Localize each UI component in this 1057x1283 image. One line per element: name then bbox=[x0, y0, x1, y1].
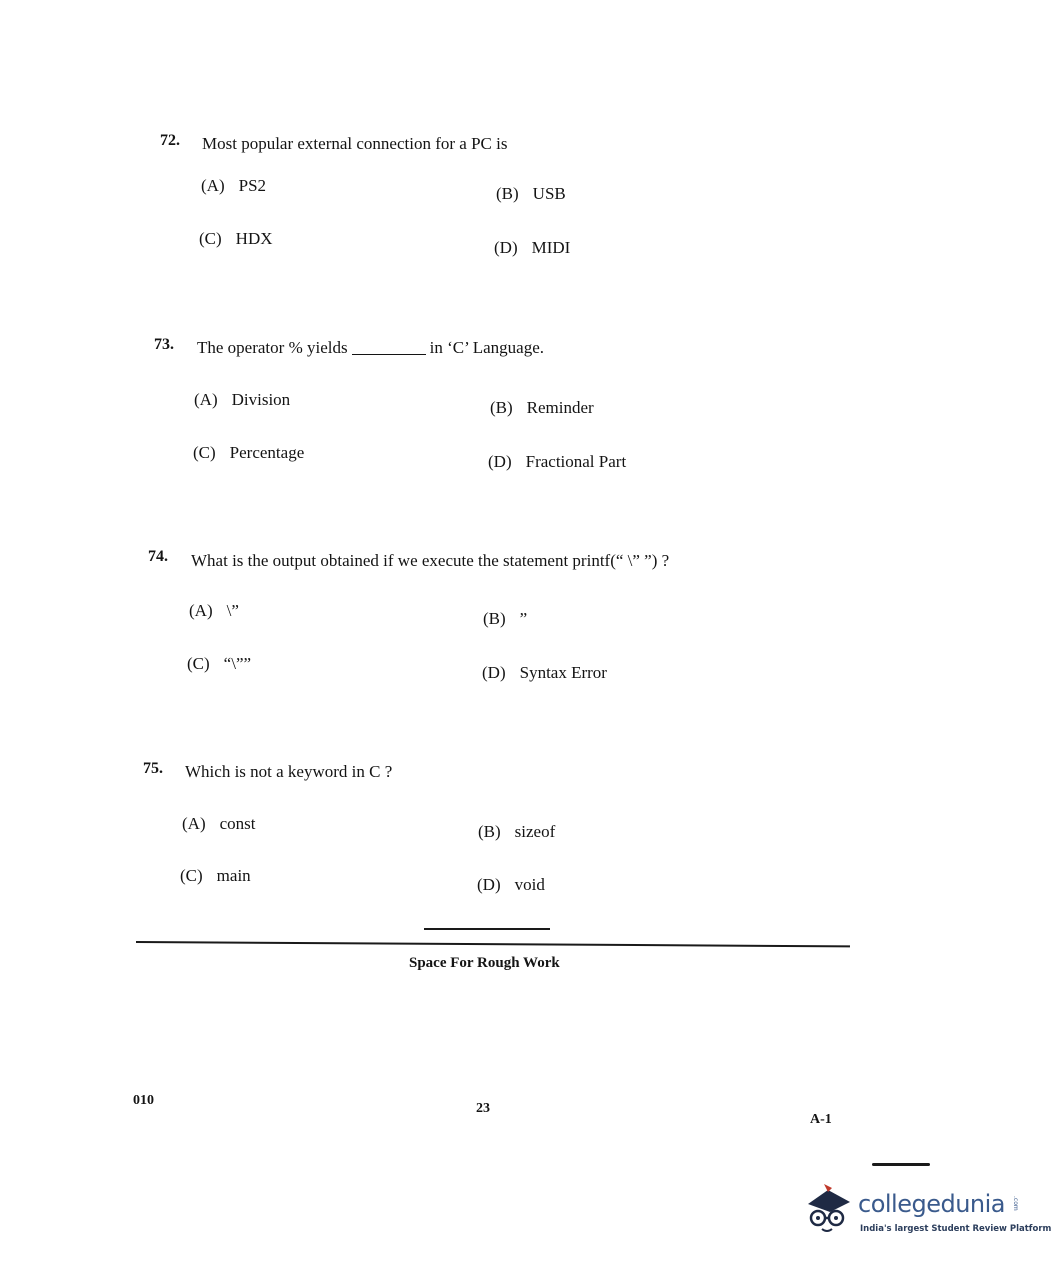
option-label: (D) bbox=[494, 238, 518, 257]
question-text: Which is not a keyword in C ? bbox=[185, 762, 393, 781]
question-text-after: in ‘C’ Language. bbox=[429, 338, 544, 357]
option-label: (C) bbox=[199, 229, 222, 248]
option-label: (B) bbox=[490, 398, 513, 417]
question-text-before: The operator % yields bbox=[197, 338, 348, 357]
option-label: (A) bbox=[189, 601, 213, 620]
option-c bbox=[193, 443, 304, 463]
scan-mark bbox=[872, 1163, 930, 1166]
option-label: (A) bbox=[194, 390, 218, 409]
option-text: Reminder bbox=[526, 398, 594, 417]
option-text: void bbox=[514, 875, 545, 894]
option-d bbox=[477, 875, 545, 895]
option-text: Syntax Error bbox=[519, 663, 607, 682]
option-text: MIDI bbox=[531, 238, 571, 257]
option-text: PS2 bbox=[238, 176, 267, 195]
end-marker-line bbox=[424, 928, 550, 930]
option-text: const bbox=[219, 814, 256, 833]
divider-line bbox=[136, 941, 850, 947]
option-label: (D) bbox=[477, 875, 501, 894]
option-label: (A) bbox=[201, 176, 225, 195]
question-text: What is the output obtained if we execute the statement printf(“ \” ”) ? bbox=[191, 551, 670, 570]
option-text: main bbox=[216, 866, 251, 885]
option-label: (D) bbox=[488, 452, 512, 471]
option-label: (C) bbox=[180, 866, 203, 885]
option-d bbox=[494, 238, 570, 258]
question-text bbox=[197, 338, 544, 358]
question-number: 73. bbox=[154, 336, 174, 353]
logo-tagline: India's largest Student Review Platform bbox=[860, 1224, 1052, 1234]
paper-code: 010 bbox=[133, 1093, 154, 1108]
option-b bbox=[478, 822, 555, 842]
question-number: 72. bbox=[160, 132, 180, 149]
collegedunia-logo bbox=[800, 1180, 1052, 1240]
series-label: A-1 bbox=[810, 1112, 832, 1127]
logo-domain: .com bbox=[1012, 1196, 1019, 1211]
option-label: (C) bbox=[193, 443, 216, 462]
question-number: 75. bbox=[143, 760, 163, 777]
option-text: “\”” bbox=[223, 654, 252, 673]
option-label: (B) bbox=[496, 184, 519, 203]
option-text: Fractional Part bbox=[525, 452, 627, 471]
option-b bbox=[490, 398, 594, 418]
option-b bbox=[483, 609, 527, 629]
option-a bbox=[189, 601, 239, 621]
option-a bbox=[194, 390, 290, 410]
option-b bbox=[496, 184, 566, 204]
option-d bbox=[482, 663, 607, 683]
option-text: ” bbox=[519, 609, 528, 628]
option-text: Division bbox=[231, 390, 291, 409]
option-label: (B) bbox=[478, 822, 501, 841]
option-label: (D) bbox=[482, 663, 506, 682]
answer-blank bbox=[352, 354, 426, 355]
option-label: (C) bbox=[187, 654, 210, 673]
rough-work-label: Space For Rough Work bbox=[409, 955, 560, 971]
option-text: Percentage bbox=[229, 443, 305, 462]
option-d bbox=[488, 452, 626, 472]
option-c bbox=[199, 229, 273, 249]
option-text: HDX bbox=[235, 229, 273, 248]
page-number: 23 bbox=[476, 1101, 490, 1116]
question-number: 74. bbox=[148, 548, 168, 565]
option-text: USB bbox=[532, 184, 566, 203]
option-label: (A) bbox=[182, 814, 206, 833]
option-label: (B) bbox=[483, 609, 506, 628]
option-a bbox=[201, 176, 266, 196]
option-text: \” bbox=[226, 601, 239, 620]
option-a bbox=[182, 814, 256, 834]
option-c bbox=[180, 866, 251, 886]
option-text: sizeof bbox=[514, 822, 556, 841]
option-c bbox=[187, 654, 251, 674]
question-text: Most popular external connection for a PC is bbox=[202, 134, 508, 153]
logo-wordmark: collegedunia bbox=[858, 1190, 1006, 1218]
mascot-icon bbox=[800, 1182, 856, 1238]
